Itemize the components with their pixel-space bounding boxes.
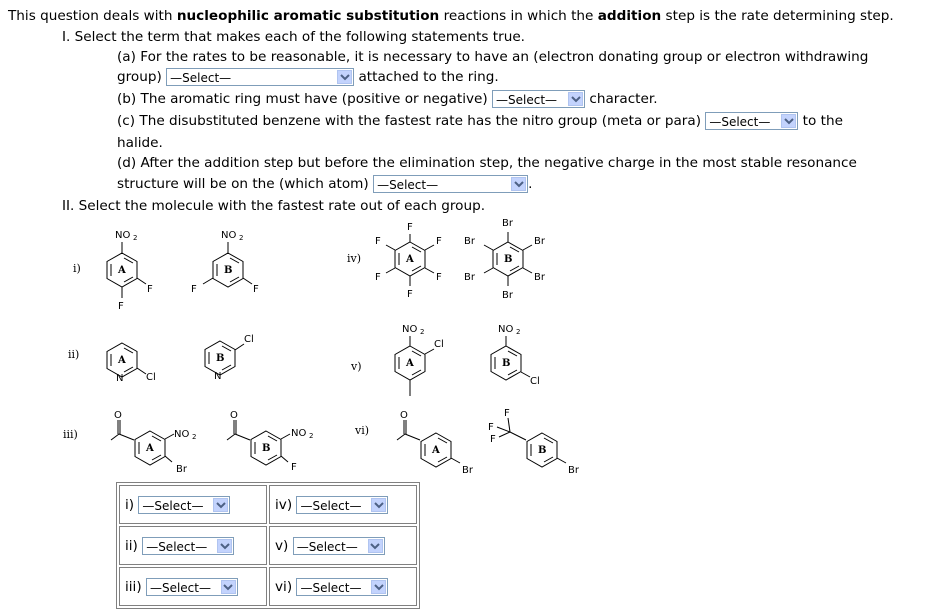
part1-heading: I. Select the term that makes each of the following statements true. — [62, 29, 525, 45]
statement-c-text: (c) The disubstituted benzene with the fastest rate has the nitro group (meta or para) — [117, 113, 701, 129]
select-value: —Select— — [149, 580, 211, 595]
no2-label: NO — [174, 429, 190, 440]
oxygen-label: O — [114, 410, 122, 421]
statement-c-line2: halide. — [117, 135, 163, 151]
chloro-label: Cl — [434, 339, 444, 350]
fluoro-label: F — [147, 284, 153, 295]
part2-heading: II. Select the molecule with the fastest rate out of each group. — [62, 198, 486, 214]
statement-b — [117, 90, 658, 108]
molecule-i-a — [100, 226, 170, 312]
select-answer-ii[interactable] — [142, 537, 234, 555]
select-value: —Select— — [146, 539, 208, 554]
select-value: —Select— — [296, 539, 358, 554]
no2-label: NO — [498, 324, 514, 335]
select-value: —Select— — [142, 498, 204, 513]
statement-a-line2 — [117, 68, 499, 86]
select-answer-i[interactable] — [138, 496, 230, 514]
ring-label-b: B — [224, 265, 233, 276]
statement-a-text-end: attached to the ring. — [358, 69, 499, 85]
fluoro-label: F — [504, 408, 510, 419]
intro-text — [8, 7, 894, 25]
ring-label-b: B — [262, 443, 271, 454]
chevron-down-icon[interactable] — [337, 70, 352, 84]
select-a-group[interactable] — [166, 68, 354, 86]
chloro-label: Cl — [146, 372, 156, 383]
answer-label: i) — [125, 496, 135, 513]
answer-label: iv) — [275, 496, 293, 513]
statement-b-text-end: character. — [589, 91, 658, 107]
intro-term-addition: addition — [597, 8, 662, 24]
chevron-down-icon[interactable] — [511, 177, 526, 191]
chloro-label: Cl — [530, 376, 540, 387]
molecule-ii-a — [100, 336, 170, 386]
answer-label: iii) — [125, 578, 142, 595]
no2-subscript: 2 — [133, 234, 138, 242]
select-value: —Select— — [709, 115, 771, 129]
statement-a-text: group) — [117, 69, 162, 85]
select-value: —Select— — [377, 178, 439, 192]
nitrogen-label: N — [116, 373, 124, 384]
no2-label: NO — [221, 230, 237, 241]
bromo-label: Br — [502, 218, 513, 229]
molecule-iv-b — [460, 214, 560, 304]
bromo-label: Br — [502, 290, 513, 301]
fluoro-label: F — [436, 236, 442, 247]
ring-label-b: B — [216, 353, 225, 364]
table-row — [119, 567, 417, 606]
statement-a-line1: (a) For the rates to be reasonable, it is necessary to have an (electron donating group or electron withdrawing — [117, 49, 869, 65]
molecule-vi-a — [394, 404, 484, 478]
molecule-iv-a — [370, 214, 450, 304]
bromo-label: Br — [534, 272, 545, 283]
molecule-v-b — [484, 318, 564, 390]
fluoro-label: F — [118, 301, 124, 312]
group-label-v: v) — [351, 360, 362, 373]
ring-label-b: B — [538, 445, 547, 456]
bromo-label: Br — [462, 465, 473, 476]
no2-subscript: 2 — [239, 234, 244, 242]
answer-label: v) — [275, 537, 289, 554]
answer-cell-iii — [119, 567, 267, 606]
select-answer-iv[interactable] — [296, 496, 388, 514]
bromo-label: Br — [464, 272, 475, 283]
bromo-label: Br — [568, 465, 579, 476]
ring-label-b: B — [502, 358, 511, 369]
table-row — [119, 526, 417, 565]
fluoro-label: F — [191, 284, 197, 295]
fluoro-label: F — [291, 462, 297, 473]
statement-d-line2 — [117, 175, 532, 193]
fluoro-label: F — [488, 422, 494, 433]
answer-table — [116, 482, 420, 609]
answer-label: ii) — [125, 537, 138, 554]
no2-subscript: 2 — [192, 433, 197, 441]
select-value: —Select— — [300, 498, 362, 513]
statement-c — [117, 112, 843, 130]
fluoro-label: F — [375, 236, 381, 247]
chevron-down-icon[interactable] — [568, 92, 583, 106]
molecule-v-a — [388, 318, 468, 404]
select-d-atom[interactable] — [373, 175, 528, 193]
bromo-label: Br — [464, 236, 475, 247]
no2-label: NO — [291, 428, 307, 439]
fluoro-label: F — [490, 434, 496, 445]
no2-label: NO — [402, 324, 418, 335]
answer-cell-v — [269, 526, 417, 565]
answer-cell-ii — [119, 526, 267, 565]
chevron-down-icon[interactable] — [371, 498, 386, 512]
ring-label-a: A — [406, 358, 414, 369]
ring-label-a: A — [406, 254, 414, 265]
molecule-iii-a — [108, 404, 208, 476]
chevron-down-icon[interactable] — [217, 539, 232, 553]
select-value: —Select— — [496, 93, 558, 107]
fluoro-label: F — [407, 222, 413, 233]
table-row — [119, 485, 417, 524]
group-label-iii: iii) — [63, 428, 78, 441]
select-answer-iii[interactable] — [146, 578, 238, 596]
molecule-vi-b — [486, 404, 586, 478]
statement-d-line1: (d) After the addition step but before the elimination step, the negative charge in the most stable resonance — [117, 155, 857, 171]
ring-label-a: A — [146, 443, 154, 454]
statement-d-text: structure will be on the (which atom) — [117, 176, 369, 192]
select-b-charge[interactable] — [492, 90, 585, 108]
group-label-vi: vi) — [355, 424, 370, 437]
select-answer-vi[interactable] — [296, 578, 388, 596]
chevron-down-icon[interactable] — [371, 580, 386, 594]
bromo-label: Br — [176, 464, 187, 475]
select-c-position[interactable] — [705, 112, 798, 130]
intro-mid: reactions in which the — [439, 8, 598, 24]
molecule-ii-b — [196, 328, 266, 384]
no2-subscript: 2 — [420, 328, 425, 336]
intro-pre: This question deals with — [8, 8, 177, 24]
group-label-iv: iv) — [347, 252, 362, 265]
no2-subscript: 2 — [516, 328, 521, 336]
statement-b-text: (b) The aromatic ring must have (positive or negative) — [117, 91, 488, 107]
fluoro-label: F — [407, 289, 413, 300]
ring-label-b: B — [504, 254, 513, 265]
ring-label-a: A — [432, 445, 440, 456]
answer-cell-i — [119, 485, 267, 524]
group-label-i: i) — [73, 262, 81, 275]
select-answer-v[interactable] — [293, 537, 385, 555]
no2-subscript: 2 — [309, 432, 314, 440]
molecule-i-b — [188, 226, 268, 296]
molecule-iii-b — [224, 404, 324, 476]
no2-label: NO — [115, 230, 131, 241]
select-value: —Select— — [170, 71, 232, 85]
group-label-ii: ii) — [68, 348, 80, 361]
answer-cell-vi — [269, 567, 417, 606]
chevron-down-icon[interactable] — [368, 539, 383, 553]
ring-label-a: A — [118, 355, 126, 366]
oxygen-label: O — [400, 410, 408, 421]
statement-d-text-end: . — [528, 176, 533, 192]
fluoro-label: F — [253, 284, 259, 295]
chevron-down-icon[interactable] — [221, 580, 236, 594]
intro-term-nas: nucleophilic aromatic substitution — [176, 8, 440, 24]
fluoro-label: F — [375, 272, 381, 283]
chevron-down-icon[interactable] — [781, 114, 796, 128]
intro-post: step is the rate determining step. — [661, 8, 894, 24]
answer-label: vi) — [275, 578, 293, 595]
bromo-label: Br — [534, 236, 545, 247]
oxygen-label: O — [230, 410, 238, 421]
fluoro-label: F — [436, 272, 442, 283]
answer-cell-iv — [269, 485, 417, 524]
nitrogen-label: N — [214, 371, 222, 382]
select-value: —Select— — [300, 580, 362, 595]
chloro-label: Cl — [244, 334, 254, 345]
ring-label-a: A — [118, 265, 126, 276]
chevron-down-icon[interactable] — [213, 498, 228, 512]
statement-c-text-end: to the — [802, 113, 843, 129]
